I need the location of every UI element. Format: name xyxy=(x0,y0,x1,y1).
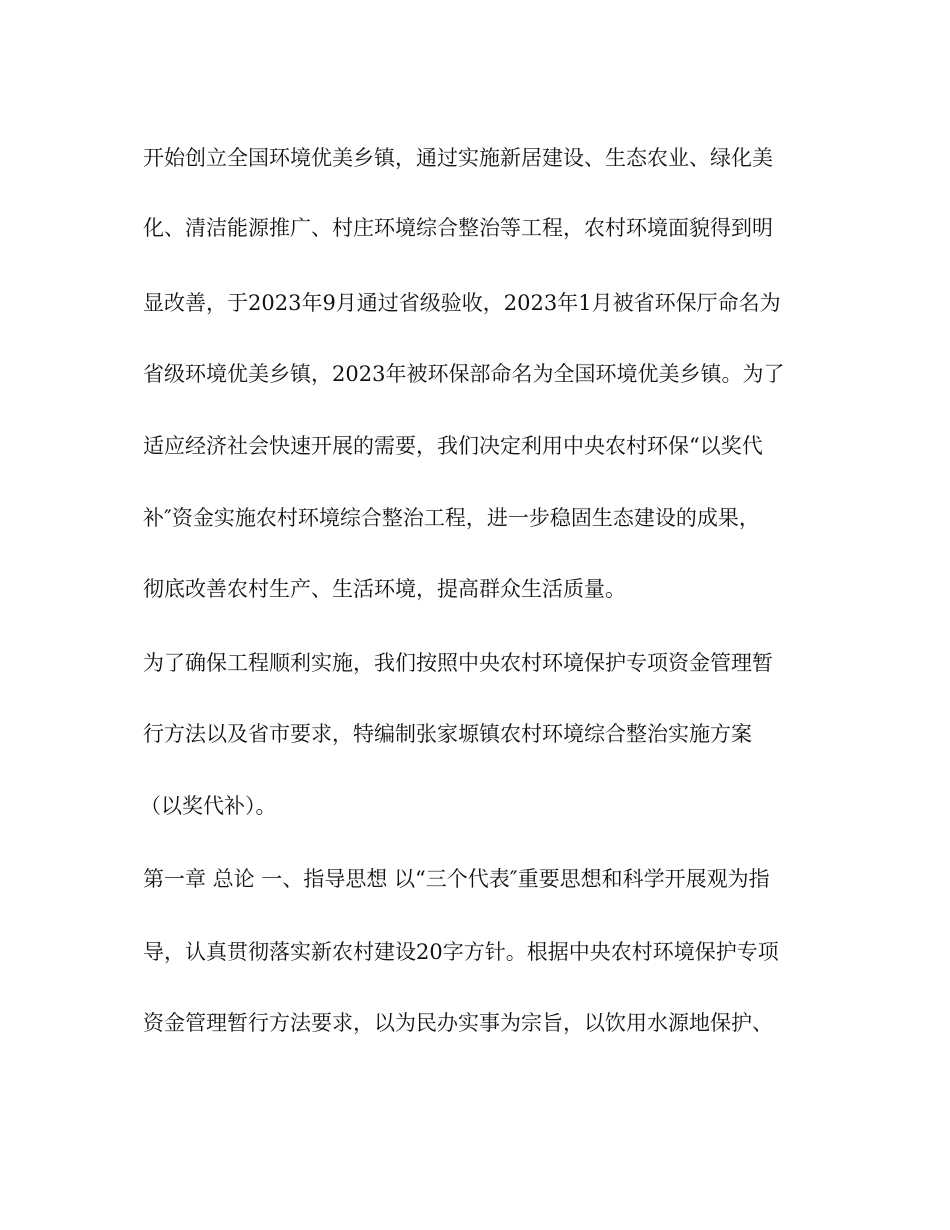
text-line: 第一章 总论 一、指导思想 以“三个代表″重要思想和科学开展观为指 xyxy=(143,867,770,891)
text-line: 显改善，于2023年9月通过省级验收，2023年1月被省环保厅命名为 xyxy=(143,291,781,315)
text-line: 彻底改善农村生产、生活环境，提高群众生活质量。 xyxy=(143,577,626,601)
text-line: 补″资金实施农村环境综合整治工程，进一步稳固生态建设的成果， xyxy=(143,506,760,530)
text-line: （以奖代补）。 xyxy=(140,794,277,818)
text-line: 适应经济社会快速开展的需要，我们决定利用中央农村环保“以奖代 xyxy=(143,434,763,458)
text-line: 导，认真贯彻落实新农村建设20字方针。根据中央农村环境保护专项 xyxy=(143,940,779,964)
text-line: 化、清洁能源推广、村庄环境综合整治等工程，农村环境面貌得到明 xyxy=(143,216,773,240)
text-line: 资金管理暂行方法要求，以为民办实事为宗旨，以饮用水源地保护、 xyxy=(143,1011,773,1035)
text-line: 行方法以及省市要求，特编制张家塬镇农村环境综合整治实施方案 xyxy=(143,722,752,746)
text-line: 开始创立全国环境优美乡镇，通过实施新居建设、生态农业、绿化美 xyxy=(143,146,773,170)
text-line: 省级环境优美乡镇，2023年被环保部命名为全国环境优美乡镇。为了 xyxy=(143,362,785,386)
text-line: 为了确保工程顺利实施，我们按照中央农村环境保护专项资金管理暂 xyxy=(143,651,773,675)
